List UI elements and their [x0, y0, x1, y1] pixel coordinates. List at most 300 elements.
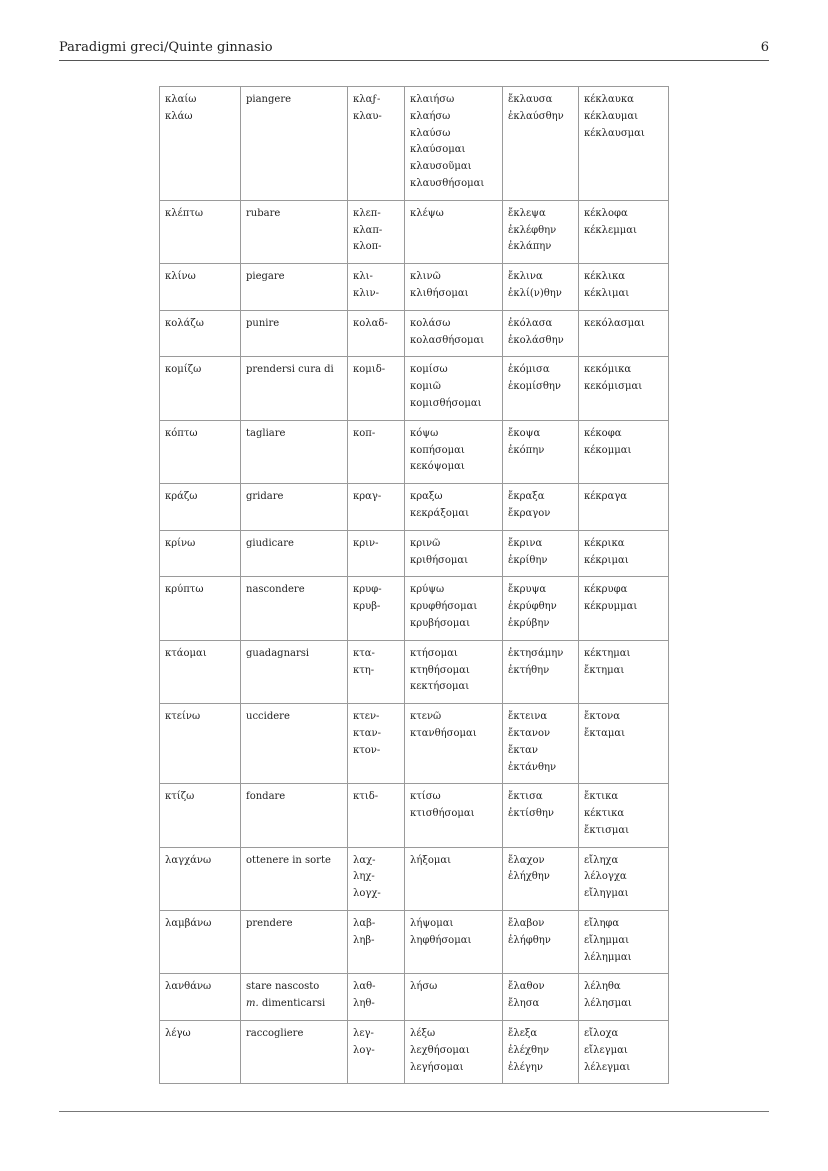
perfect-form: κέκλιμαι	[584, 287, 630, 299]
document-title: Paradigmi greci/Quinte ginnasio	[59, 40, 273, 55]
aorist-form: ἐκόπην	[508, 444, 545, 456]
perfect-form: κεκόμικα	[584, 364, 632, 376]
present-cell	[160, 310, 241, 357]
meaning-line	[246, 996, 342, 1013]
theme-cell	[348, 974, 405, 1021]
future-cell	[405, 484, 503, 531]
verbal-theme: κλιν-	[353, 287, 379, 299]
aorist-cell	[503, 1021, 579, 1084]
table-row	[160, 484, 669, 531]
perfect-cell	[579, 847, 669, 910]
verbal-theme: λογ-	[353, 1044, 375, 1056]
aorist-form: ἔκραξα	[508, 491, 545, 503]
aorist-form: ἔκραγον	[508, 507, 551, 519]
aorist-cell	[503, 310, 579, 357]
future-form: κολασθήσομαι	[410, 334, 485, 346]
future-form: κλιθήσομαι	[410, 287, 469, 299]
present-cell	[160, 784, 241, 847]
future-form: κριθήσομαι	[410, 554, 469, 566]
future-form: κοπήσομαι	[410, 444, 465, 456]
present-form: κτείνω	[165, 711, 201, 723]
table-row	[160, 420, 669, 483]
present-form: κτάομαι	[165, 647, 207, 659]
meaning-cell	[241, 911, 348, 974]
future-form: ληφθήσομαι	[410, 934, 472, 946]
perfect-cell	[579, 974, 669, 1021]
meaning-cell	[241, 847, 348, 910]
aorist-form: ἐκλάπην	[508, 241, 552, 253]
verbal-theme: κτη-	[353, 664, 375, 676]
future-form: κλέψω	[410, 207, 444, 219]
future-cell	[405, 530, 503, 577]
meaning-cell	[241, 1021, 348, 1084]
aorist-cell	[503, 974, 579, 1021]
perfect-form: ἔκταμαι	[584, 727, 626, 739]
present-cell	[160, 420, 241, 483]
future-form: κτηθήσομαι	[410, 664, 470, 676]
meaning-cell	[241, 264, 348, 311]
aorist-form: ἐκτίσθην	[508, 808, 554, 820]
meaning-text: uccidere	[246, 711, 290, 723]
perfect-form: κέκλαυμαι	[584, 110, 639, 122]
meaning-text: prendersi cura di	[246, 364, 334, 376]
meaning-text: giudicare	[246, 537, 294, 549]
perfect-cell	[579, 87, 669, 201]
table-row	[160, 264, 669, 311]
meaning-line	[246, 426, 342, 443]
aorist-form: ἐλήφθην	[508, 934, 551, 946]
middle-voice-abbreviation: m.	[246, 998, 259, 1010]
meaning-cell	[241, 577, 348, 640]
theme-cell	[348, 704, 405, 784]
perfect-cell	[579, 1021, 669, 1084]
future-cell	[405, 200, 503, 263]
verbal-theme: λαθ-	[353, 981, 376, 993]
verbal-theme: κοπ-	[353, 427, 376, 439]
perfect-form: κέκλικα	[584, 271, 625, 283]
aorist-cell	[503, 87, 579, 201]
table-row	[160, 847, 669, 910]
future-form: κομισθήσομαι	[410, 397, 482, 409]
future-cell	[405, 704, 503, 784]
meaning-text: stare nascosto	[246, 981, 320, 993]
perfect-cell	[579, 577, 669, 640]
future-cell	[405, 357, 503, 420]
aorist-cell	[503, 200, 579, 263]
perfect-form: κεκόλασμαι	[584, 317, 645, 329]
perfect-form: ἔκτημαι	[584, 664, 625, 676]
future-cell	[405, 577, 503, 640]
aorist-cell	[503, 847, 579, 910]
present-cell	[160, 704, 241, 784]
aorist-form: ἔλαθον	[508, 981, 545, 993]
meaning-cell	[241, 310, 348, 357]
present-form: κρίνω	[165, 537, 196, 549]
table-row	[160, 310, 669, 357]
meaning-line	[246, 709, 342, 726]
future-form: κλαύσομαι	[410, 144, 466, 156]
perfect-form: ἔκτικα	[584, 791, 619, 803]
perfect-form: εἴληγμαι	[584, 888, 629, 900]
future-cell	[405, 640, 503, 703]
table-row	[160, 200, 669, 263]
aorist-form: ἐκομίσθην	[508, 381, 561, 393]
present-cell	[160, 264, 241, 311]
aorist-form: ἐκτησάμην	[508, 647, 564, 659]
aorist-cell	[503, 577, 579, 640]
table-row	[160, 784, 669, 847]
aorist-form: ἔκρυψα	[508, 584, 547, 596]
aorist-form: ἔκλινα	[508, 271, 543, 283]
theme-cell	[348, 784, 405, 847]
meaning-line	[246, 916, 342, 933]
aorist-form: ἔλεξα	[508, 1028, 538, 1040]
theme-cell	[348, 640, 405, 703]
future-form: κόψω	[410, 427, 439, 439]
future-form: κτανθήσομαι	[410, 727, 477, 739]
perfect-cell	[579, 264, 669, 311]
aorist-form: ἔκτισα	[508, 791, 543, 803]
present-form: λαγχάνω	[165, 854, 212, 866]
aorist-form: ἔκλεψα	[508, 207, 546, 219]
perfect-cell	[579, 420, 669, 483]
perfect-form: κέκλεμμαι	[584, 224, 637, 236]
present-form: κτίζω	[165, 791, 195, 803]
present-cell	[160, 577, 241, 640]
aorist-form: ἐκρύφθην	[508, 601, 557, 613]
aorist-form: ἐκτήθην	[508, 664, 550, 676]
table-row	[160, 640, 669, 703]
future-form: κεκράξομαι	[410, 507, 470, 519]
meaning-cell	[241, 704, 348, 784]
verbal-theme: κρυβ-	[353, 601, 381, 613]
meaning-text: guadagnarsi	[246, 647, 310, 659]
present-cell	[160, 87, 241, 201]
present-cell	[160, 911, 241, 974]
aorist-form: ἔκλαυσα	[508, 94, 553, 105]
aorist-form: ἐλέγην	[508, 1061, 543, 1073]
meaning-cell	[241, 640, 348, 703]
verbal-theme: κλαπ-	[353, 224, 383, 236]
verbal-theme: κτα-	[353, 647, 375, 659]
present-form: κλαίω	[165, 94, 197, 105]
meaning-line	[246, 1026, 342, 1043]
meaning-line	[246, 789, 342, 806]
meaning-cell	[241, 420, 348, 483]
perfect-cell	[579, 704, 669, 784]
verbal-theme: κτιδ-	[353, 791, 379, 803]
meaning-text: piangere	[246, 94, 292, 105]
verbal-theme: κριν-	[353, 537, 379, 549]
aorist-form: ἐκρίθην	[508, 554, 548, 566]
perfect-cell	[579, 640, 669, 703]
meaning-line	[246, 582, 342, 599]
meaning-line	[246, 206, 342, 223]
table-row	[160, 530, 669, 577]
present-form: κολάζω	[165, 317, 204, 329]
aorist-form: ἔκτεινα	[508, 711, 548, 723]
perfect-form: λέλημμαι	[584, 951, 632, 963]
verbal-theme: λαχ-	[353, 854, 376, 866]
perfect-cell	[579, 357, 669, 420]
future-form: κλαιήσω	[410, 94, 455, 105]
present-cell	[160, 847, 241, 910]
present-form: λανθάνω	[165, 981, 212, 993]
perfect-form: κέκλοφα	[584, 207, 628, 219]
meaning-line	[246, 269, 342, 286]
perfect-form: κέκρικα	[584, 537, 625, 549]
verb-paradigm-table	[159, 86, 669, 1084]
future-form: κολάσω	[410, 317, 451, 329]
future-cell	[405, 420, 503, 483]
meaning-text: prendere	[246, 918, 293, 930]
future-cell	[405, 87, 503, 201]
future-form: κλαυσοῦμαι	[410, 161, 472, 173]
perfect-form: λέλησμαι	[584, 998, 632, 1010]
meaning-text: piegare	[246, 271, 285, 283]
present-form: κλίνω	[165, 271, 196, 283]
perfect-form: εἴλημμαι	[584, 934, 630, 946]
meaning-cell	[241, 200, 348, 263]
present-form: κλάω	[165, 110, 193, 122]
future-cell	[405, 911, 503, 974]
theme-cell	[348, 484, 405, 531]
meaning-line	[246, 316, 342, 333]
aorist-form: ἐκλέφθην	[508, 224, 557, 236]
theme-cell	[348, 577, 405, 640]
present-cell	[160, 1021, 241, 1084]
perfect-form: κέκτικα	[584, 808, 625, 820]
perfect-form: κεκόμισμαι	[584, 381, 643, 393]
future-form: κραξω	[410, 491, 443, 503]
theme-cell	[348, 264, 405, 311]
page-header	[59, 40, 769, 61]
present-form: λαμβάνω	[165, 918, 212, 930]
aorist-form: ἐλέχθην	[508, 1044, 550, 1056]
table-row	[160, 357, 669, 420]
theme-cell	[348, 911, 405, 974]
aorist-cell	[503, 911, 579, 974]
verbal-theme: κλεπ-	[353, 207, 381, 219]
aorist-form: ἔκταν	[508, 744, 538, 756]
meaning-cell	[241, 784, 348, 847]
perfect-form: κέκομμαι	[584, 444, 632, 456]
future-form: λεγήσομαι	[410, 1061, 464, 1073]
future-cell	[405, 847, 503, 910]
verbal-theme: λεγ-	[353, 1028, 374, 1040]
aorist-cell	[503, 784, 579, 847]
aorist-form: ἔκτανον	[508, 727, 551, 739]
table-row	[160, 87, 669, 201]
present-cell	[160, 200, 241, 263]
aorist-form: ἐκλαύσθην	[508, 110, 564, 122]
meaning-cell	[241, 484, 348, 531]
present-form: λέγω	[165, 1028, 191, 1040]
meaning-text: ottenere in sorte	[246, 854, 331, 866]
future-form: κτισθήσομαι	[410, 808, 475, 820]
future-form: κλαυσθήσομαι	[410, 177, 485, 189]
table-row	[160, 704, 669, 784]
meaning-line	[246, 92, 342, 109]
meaning-text: rubare	[246, 207, 281, 219]
perfect-form: εἴληχα	[584, 854, 619, 866]
verbal-theme: κτον-	[353, 744, 381, 756]
future-form: κρύψω	[410, 584, 445, 596]
theme-cell	[348, 87, 405, 201]
perfect-cell	[579, 310, 669, 357]
aorist-form: ἐκόλασα	[508, 317, 553, 329]
present-form: κράζω	[165, 491, 198, 503]
future-form: κομίσω	[410, 364, 448, 376]
perfect-cell	[579, 911, 669, 974]
aorist-cell	[503, 357, 579, 420]
theme-cell	[348, 310, 405, 357]
future-form: κρυβήσομαι	[410, 617, 470, 629]
meaning-text: raccogliere	[246, 1028, 304, 1040]
present-cell	[160, 530, 241, 577]
meaning-text: tagliare	[246, 427, 286, 439]
aorist-form: ἐλήχθην	[508, 871, 550, 883]
future-form: κομιῶ	[410, 381, 441, 393]
meaning-line	[246, 489, 342, 506]
meaning-cell	[241, 974, 348, 1021]
table-row	[160, 974, 669, 1021]
verbal-theme: κλαυ-	[353, 110, 382, 122]
table-row	[160, 911, 669, 974]
meaning-line	[246, 536, 342, 553]
verbal-theme: ληχ-	[353, 871, 375, 883]
aorist-form: ἔκοψα	[508, 427, 541, 439]
meaning-text: nascondere	[246, 584, 305, 596]
perfect-form: λέληθα	[584, 981, 621, 993]
aorist-cell	[503, 640, 579, 703]
verbal-theme: κλι-	[353, 271, 373, 283]
aorist-form: ἔλησα	[508, 998, 540, 1010]
perfect-form: εἴλεγμαι	[584, 1044, 628, 1056]
perfect-form: κέκραγα	[584, 491, 628, 503]
meaning-text: gridare	[246, 491, 284, 503]
table-row	[160, 1021, 669, 1084]
aorist-form: ἐκλί(ν)θην	[508, 287, 562, 299]
perfect-form: κέκτημαι	[584, 647, 631, 659]
aorist-cell	[503, 420, 579, 483]
future-cell	[405, 1021, 503, 1084]
present-cell	[160, 484, 241, 531]
aorist-cell	[503, 704, 579, 784]
future-form: κεκτήσομαι	[410, 681, 470, 693]
page-number: 6	[760, 40, 769, 55]
verbal-theme: κλαϝ-	[353, 94, 381, 105]
verbal-theme: κτεν-	[353, 711, 380, 723]
perfect-form: εἴλοχα	[584, 1028, 619, 1040]
theme-cell	[348, 200, 405, 263]
future-form: κεκόψομαι	[410, 461, 465, 473]
meaning-text: fondare	[246, 791, 286, 803]
future-form: κρυφθήσομαι	[410, 601, 478, 613]
perfect-form: λέλεγμαι	[584, 1061, 631, 1073]
aorist-form: ἐκρύβην	[508, 617, 550, 629]
aorist-cell	[503, 530, 579, 577]
future-form: κτίσω	[410, 791, 441, 803]
aorist-form: ἔκρινα	[508, 537, 543, 549]
aorist-cell	[503, 264, 579, 311]
aorist-form: ἐκολάσθην	[508, 334, 564, 346]
future-cell	[405, 784, 503, 847]
theme-cell	[348, 420, 405, 483]
perfect-form: κέκοφα	[584, 427, 622, 439]
theme-cell	[348, 1021, 405, 1084]
perfect-form: εἴληφα	[584, 918, 620, 930]
perfect-cell	[579, 484, 669, 531]
future-form: κτήσομαι	[410, 647, 458, 659]
future-form: κλινῶ	[410, 271, 441, 283]
table-body	[160, 87, 669, 1084]
perfect-form: κέκρυμμαι	[584, 601, 638, 613]
meaning-line	[246, 979, 342, 996]
verbal-theme: κραγ-	[353, 491, 382, 503]
perfect-form: κέκριμαι	[584, 554, 629, 566]
theme-cell	[348, 357, 405, 420]
meaning-line	[246, 646, 342, 663]
verbal-theme: λαβ-	[353, 918, 376, 930]
meaning-cell	[241, 357, 348, 420]
verbal-theme: λογχ-	[353, 888, 381, 900]
present-cell	[160, 357, 241, 420]
future-form: κρινῶ	[410, 537, 441, 549]
future-form: κτενῶ	[410, 711, 442, 723]
meaning-line	[246, 853, 342, 870]
future-form: κλαήσω	[410, 110, 451, 122]
aorist-cell	[503, 484, 579, 531]
present-form: κλέπτω	[165, 207, 204, 219]
perfect-form: κέκρυφα	[584, 584, 628, 596]
verbal-theme: κολαδ-	[353, 317, 388, 329]
present-form: κομίζω	[165, 364, 202, 376]
aorist-form: ἔλαβον	[508, 918, 545, 930]
future-form: λέξω	[410, 1028, 436, 1040]
verbal-theme: κλοπ-	[353, 241, 382, 253]
present-cell	[160, 974, 241, 1021]
footer-rule	[59, 1111, 769, 1112]
aorist-form: ἔλαχον	[508, 854, 545, 866]
future-form: λήσω	[410, 981, 438, 993]
verbal-theme: ληβ-	[353, 934, 375, 946]
present-form: κόπτω	[165, 427, 198, 439]
verbal-theme: κταν-	[353, 727, 381, 739]
future-cell	[405, 264, 503, 311]
perfect-form: ἔκτονα	[584, 711, 621, 723]
perfect-form: κέκλαυκα	[584, 94, 634, 105]
perfect-cell	[579, 200, 669, 263]
future-form: λήξομαι	[410, 854, 452, 866]
future-form: λεχθήσομαι	[410, 1044, 470, 1056]
meaning-line	[246, 362, 342, 379]
theme-cell	[348, 530, 405, 577]
perfect-cell	[579, 784, 669, 847]
theme-cell	[348, 847, 405, 910]
perfect-form: ἔκτισμαι	[584, 824, 630, 836]
meaning-cell	[241, 530, 348, 577]
verbal-theme: κομιδ-	[353, 364, 386, 376]
future-cell	[405, 310, 503, 357]
verbal-theme: κρυφ-	[353, 584, 382, 596]
aorist-form: ἐκτάνθην	[508, 761, 557, 773]
future-form: κλαύσω	[410, 127, 451, 139]
meaning-cell	[241, 87, 348, 201]
future-cell	[405, 974, 503, 1021]
meaning-text: dimenticarsi	[258, 998, 326, 1010]
perfect-cell	[579, 530, 669, 577]
